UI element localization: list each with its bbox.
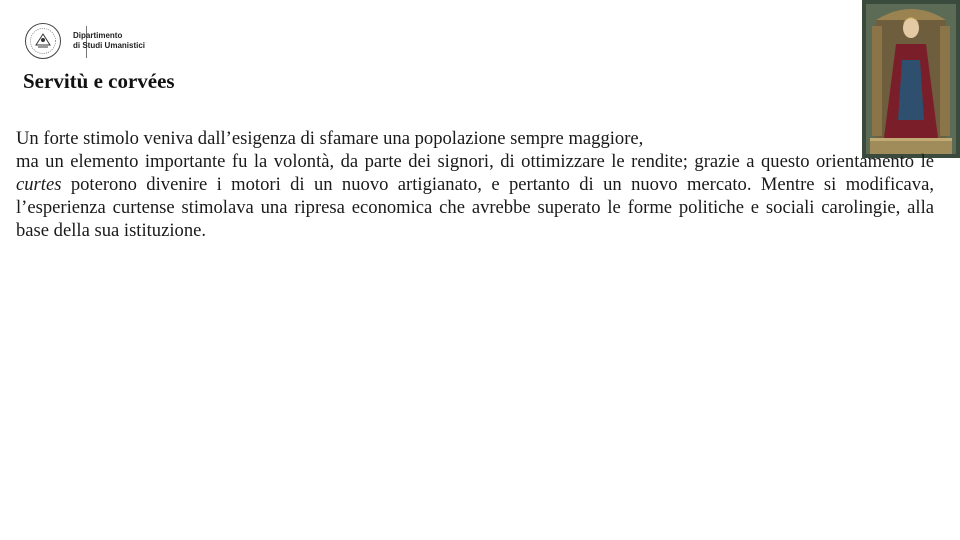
body-paragraph [16, 127, 934, 242]
university-logo [24, 22, 184, 62]
department-line-2: di Studi Umanistici [73, 41, 146, 50]
paragraph-first-line: Un forte stimolo veniva dall’esigenza di sfamare una popolazione sempre maggiore, [16, 128, 644, 149]
department-line-1: Dipartimento [73, 31, 123, 40]
department-name [73, 31, 145, 51]
university-seal-icon [24, 22, 62, 60]
slide-title: Servitù e corvées [23, 69, 175, 93]
italic-term-curtes: curtes [16, 174, 62, 195]
paragraph-text-before-italic: ma un elemento importante fu la volontà, da parte dei signori, di ottimizzare le rendite; grazie a questo orientamento le [16, 151, 934, 172]
paragraph-text-after-italic: poterono divenire i motori di un nuovo artigianato, e pertanto di un nuovo mercato. Mentre si modificava, l’esperienza curtense stimolava una ripresa economica che avrebbe superato le forme politiche e sociali carolingie, alla base della sua istituzione. [16, 174, 934, 241]
